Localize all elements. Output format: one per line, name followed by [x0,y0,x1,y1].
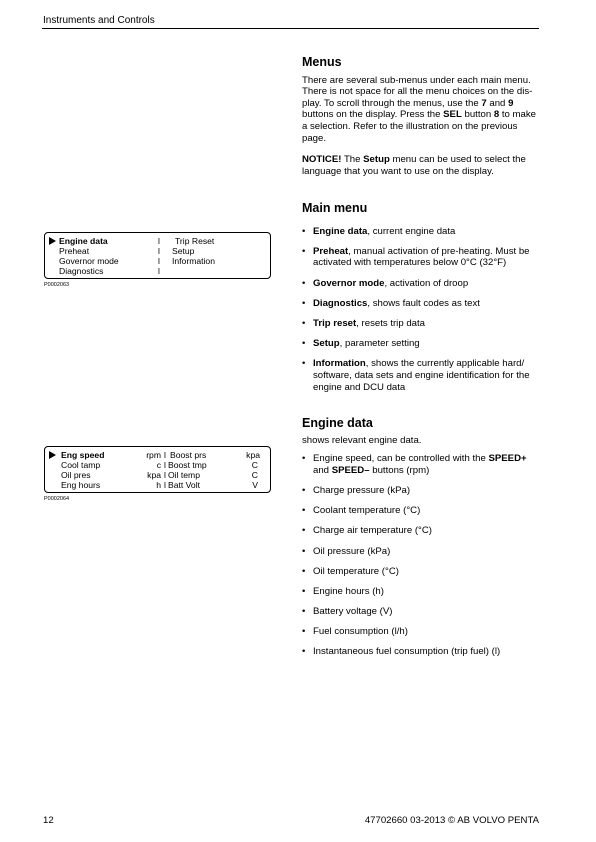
engine-data-list [302,453,542,658]
display-item: Eng hours [61,480,101,490]
figure-id: P0002063 [44,282,70,288]
display-separator: l [164,450,166,460]
display-item: Batt Volt [168,480,201,490]
list-item: • Setup, parameter setting [302,338,542,350]
display-separator: l [164,460,166,470]
display-item: Preheat [59,246,90,256]
section-heading: Main menu [302,201,368,215]
display-unit: C [251,460,258,470]
list-item: • Charge pressure (kPa) [302,485,542,497]
list-item: • Oil pressure (kPa) [302,546,542,558]
main-menu-list [302,226,542,394]
display-item: Boost prs [170,450,207,460]
display-separator: l [158,256,160,266]
display-unit: rpm [146,450,161,460]
section-heading: Menus [302,55,342,69]
list-item: • Oil temperature (°C) [302,566,542,578]
display-item: Cool tamp [61,460,101,470]
display-separator: l [158,246,160,256]
display-separator: l [158,236,160,246]
engine-data-section [302,418,542,667]
main-menu-display [44,232,271,279]
list-item: • Fuel consumption (l/h) [302,626,542,638]
running-header: Instruments and Controls [43,15,155,26]
list-item: • Engine data, current engine data [302,226,542,238]
list-item: • Engine hours (h) [302,586,542,598]
list-item: • Instantaneous fuel consumption (trip fuel) (l) [302,646,542,658]
display-selection-arrow-icon [49,236,58,246]
display-separator: l [164,470,166,480]
display-item: Eng speed [61,450,105,460]
engine-data-display [44,446,271,493]
display-unit: c [156,460,161,470]
page-number: 12 [43,815,54,826]
engine-data-intro: shows relevant engine data. [302,434,422,446]
menus-paragraph: There are several sub-menus under each main menu. There is not space for all the menu choices on the dis- play. To scroll through the menus, use the 7 and 9 buttons on the display. Press the SEL button 8 to make a selection. Refer to the illustration on the previous page. [302,74,536,144]
display-item: Oil pres [61,470,91,480]
display-item: Boost tmp [168,460,207,470]
display-unit: C [251,470,258,480]
display-selection-arrow-icon [49,450,58,460]
figure-id: P0002064 [44,496,70,502]
list-item: • Governor mode, activation of droop [302,278,542,290]
list-item: • Charge air temperature (°C) [302,525,542,537]
notice-paragraph: NOTICE! The Setup menu can be used to select the language that you want to use on the display. [302,154,526,177]
display-unit: h [156,480,161,490]
display-separator: l [158,266,160,276]
display-item: Governor mode [59,256,119,266]
list-item: • Coolant temperature (°C) [302,505,542,517]
display-unit: V [252,480,258,490]
display-item: Engine data [59,236,108,246]
section-heading: Engine data [302,416,373,430]
display-unit: kpa [246,450,260,460]
display-item: Diagnostics [59,266,104,276]
list-item: • Information, shows the currently applicable hard/ software, data sets and engine identification for the engine and DCU data [302,358,542,393]
display-unit: kpa [147,470,161,480]
display-item: Oil temp [168,470,200,480]
header-rule [42,28,539,29]
list-item: • Diagnostics, shows fault codes as text [302,298,542,310]
footer-doc-info: 47702660 03-2013 © AB VOLVO PENTA [364,815,539,826]
display-item: Setup [172,246,195,256]
display-item: Trip Reset [175,236,215,246]
list-item: • Preheat, manual activation of pre-heating. Must be activated with temperatures below 0°C (32°F) [302,246,542,269]
list-item: • Battery voltage (V) [302,606,542,618]
display-separator: l [164,480,166,490]
list-item: • Engine speed, can be controlled with the SPEED+ and SPEED– buttons (rpm) [302,453,542,476]
display-item: Information [172,256,215,266]
main-menu-section [302,203,542,402]
menus-section [302,57,542,177]
list-item: • Trip reset, resets trip data [302,318,542,330]
